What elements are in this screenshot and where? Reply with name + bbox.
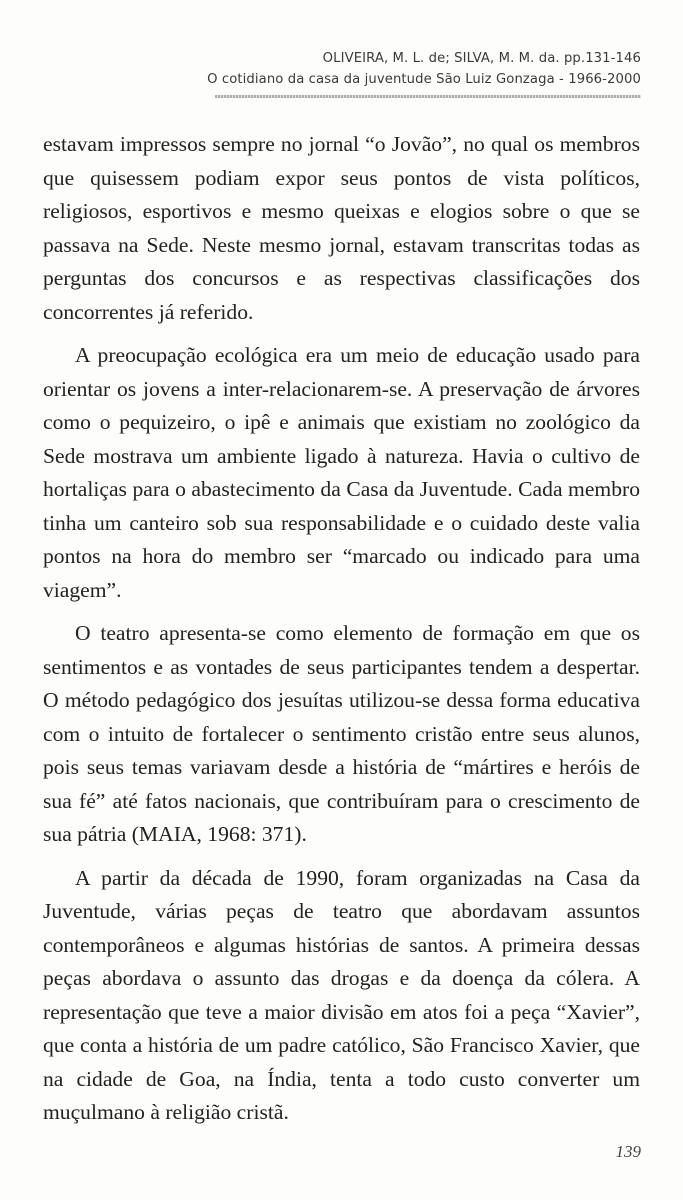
page-number: 139 [615,1142,641,1161]
paragraph-1: estavam impressos sempre no jornal “o Jovão”, no qual os membros que quisessem podiam expor seus pontos de vista políticos, religiosos, esportivos e mesmo queixas e elogios sobre o que se passava na Sede. Neste mesmo jornal, estavam transcritas todas as perguntas dos concursos e as respectivas classificações dos concorrentes já referido. [43,132,640,324]
paragraph-4: A partir da década de 1990, foram organizadas na Casa da Juventude, várias peças de teatro que abordavam assuntos contemporâneos e algumas histórias de santos. A primeira dessas peças abordava o assunto das drogas e da doença da cólera. A representação que teve a maior divisão em atos foi a peça “Xavier”, que conta a história de um padre católico, São Francisco Xavier, que na cidade de Goa, na Índia, tenta a todo custo converter um muçulmano à religião cristã. [43,865,640,1124]
header-citation: OLIVEIRA, M. L. de; SILVA, M. M. da. pp.131-146 [322,51,641,66]
paragraph-3: O teatro apresenta-se como elemento de formação em que os sentimentos e as vontades de seus participantes tendem a despertar. O método pedagógico dos jesuítas utilizou-se dessa forma educativa com o intuito de fortalecer o sentimento cristão entre seus alunos, pois seus temas variavam desde a história de “mártires e heróis de sua fé” até fatos nacionais, que contribuíram para o crescimento de sua pátria (MAIA, 1968: 371). [43,621,640,846]
running-header [207,48,641,90]
paragraph-2: A preocupação ecológica era um meio de educação usado para orientar os jovens a inter-relacionarem-se. A preservação de árvores como o pequizeiro, o ipê e animais que existiam no zoológico da Sede mostrava um ambiente ligado à natureza. Havia o cultivo de hortaliças para o abastecimento da Casa da Juventude. Cada membro tinha um canteiro sob sua responsabilidade e o cuidado deste valia pontos na hora do membro ser “marcado ou indicado para uma viagem”. [43,343,640,602]
header-divider [215,95,641,98]
header-title: O cotidiano da casa da juventude São Luiz Gonzaga - 1966-2000 [207,72,641,87]
body-text [43,128,640,1140]
